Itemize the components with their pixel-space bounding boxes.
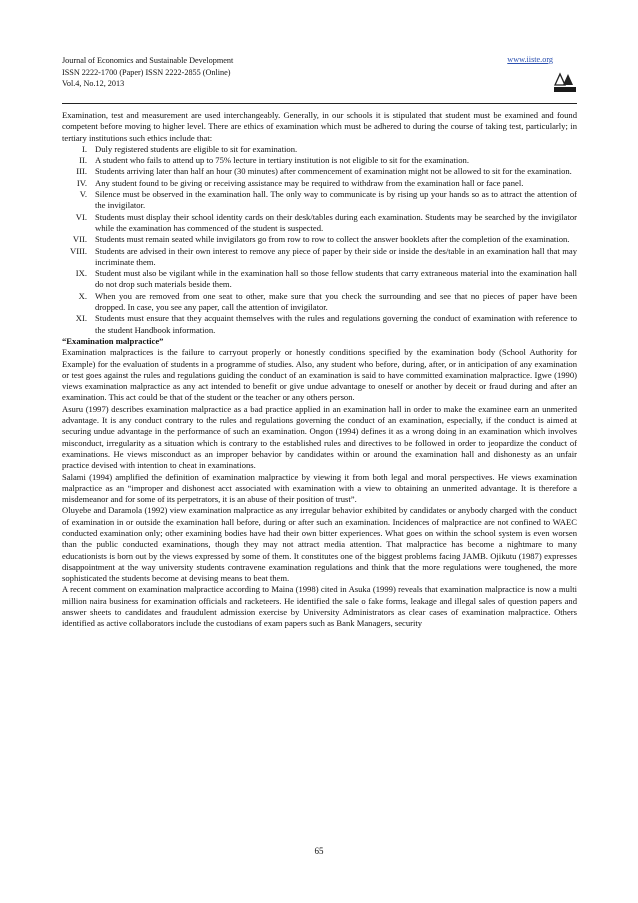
body-paragraph: A recent comment on examination malpractice according to Maina (1998) cited in Asuka (1999) reveals that examination malpractice is now a multi million naira business for examination officials and racketeers. He identified the sale o fake forms, leakage and illegal sales of question papers and answer sheets to candidates and fraudulent admission exercise by University Administrators as clear cases of examination malpractice. Others identified as active collaborators include the custodians of exam papers such as Bank Managers, security [62, 584, 577, 629]
list-text: Students arriving later than half an hour (30 minutes) after commencement of examination might not be allowed to sit for the examination. [95, 166, 572, 177]
list-number: XI. [75, 313, 87, 324]
list-item [62, 178, 577, 189]
list-item [62, 291, 577, 314]
list-item [62, 166, 577, 177]
body-paragraph: Examination malpractices is the failure to carryout properly or honestly conditions specified by the examination body (School Authority for Example) for the evaluation of students in a programme of studies. Also, any student who before, during, after, or in anticipation of any examination or test goes against the rules and regulations guiding the conduct of an examination is said to have committed examination malpractice. Igwe (1990) views examination malpractice as any act intended to benefit or give undue advantage to oneself or another by deceit or fraud during and after an examination. This act could be that of the student or the teacher or any others person. [62, 347, 577, 403]
list-item [62, 155, 577, 166]
list-number: II. [79, 155, 87, 166]
volume-line: Vol.4, No.12, 2013 [62, 79, 125, 88]
list-item [62, 246, 577, 269]
list-item [62, 234, 577, 245]
list-number: I. [81, 143, 87, 154]
list-number: V. [79, 189, 87, 200]
list-text: Student must also be vigilant while in the examination hall so those fellow students that carry extraneous material into the examination hall do not drop such materials beside them. [95, 268, 577, 290]
list-text: Students must remain seated while invigilators go from row to row to collect the answer booklets after the completion of the examination. [95, 234, 570, 245]
article-body [62, 110, 577, 630]
exam-ethics-list [62, 144, 577, 336]
body-paragraph: Salami (1994) amplified the definition of examination malpractice by viewing it from both legal and moral perspectives. He views examination malpractice as an “improper and dishonest acct associated with examination with a view to obtaining an unmerited advantage. It is therefore a misdemeanor and for some of its perpetrators, it is an abuse of their position of trust”. [62, 471, 577, 505]
list-text: Silence must be observed in the examination hall. The only way to communicate is by rising up your hands so as to attract the attention of the invigilator. [95, 189, 577, 211]
list-item [62, 189, 577, 212]
list-number: VI. [75, 211, 87, 222]
list-number: VII. [72, 234, 87, 245]
page-number: 65 [314, 846, 324, 856]
list-item [62, 212, 577, 235]
journal-url-link[interactable]: www.iiste.org [507, 55, 553, 64]
body-paragraph: Oluyebe and Daramola (1992) view examination malpractice as any irregular behavior exhibited by candidates or anybody charged with the conduct of examination in or outside the examination hall before, during or after such an examination. Incidences of malpractice are not confined to WAEC conducted examination only; other examining bodies have had their own bitter experiences. What goes on within the school system is even worsen than the public conducted examinations, though they may not attract media attention. That malpractice has become a nightmare to many educationists is born out by the views expressed by some of them. It constitutes one of the biggest problems facing JAMB. Ojikutu (1987) expresses disappointment at the way university students contravene examination regulations and think that the more regulations were toughened, the more sophisticated the students become at devising means to beat them. [62, 505, 577, 584]
list-number: X. [78, 290, 87, 301]
journal-title: Journal of Economics and Sustainable Development [62, 56, 234, 65]
list-number: VIII. [70, 245, 87, 256]
list-item [62, 313, 577, 336]
section-heading: “Examination malpractice” [62, 335, 164, 346]
list-number: IV. [76, 177, 87, 188]
list-item [62, 268, 577, 291]
issn-line: ISSN 2222-1700 (Paper) ISSN 2222-2855 (Online) [62, 67, 231, 77]
list-text: When you are removed from one seat to other, make sure that you check the surrounding and see that no pieces of paper have been dropped. In case, you see any paper, call the attention of invigilator. [95, 290, 577, 313]
list-text: Students must display their school identity cards on their desk/tables during each examination. Students may be searched by the invigilator while the examination has commenced of the student is suspected. [95, 211, 577, 233]
list-text: Students must ensure that they acquaint themselves with the rules and regulations governing the conduct of examination with reference to the student Handbook information. [95, 313, 577, 335]
list-text: Students are advised in their own interest to remove any piece of paper by their side or inside the des/table in an examination hall that may incriminate them. [95, 245, 577, 267]
list-number: III. [76, 166, 87, 177]
list-item [62, 144, 577, 155]
body-paragraph: Asuru (1997) describes examination malpractice as a bad practice applied in an examination hall in order to make the examinee earn an unmerited advantage. It is any conduct contrary to the rules and regulations governing the conduct of an examination, especially, if the conduct is aimed at securing undue advantage in the performance of such an examination. Ongon (1994) defines it as a wrong doing in an examination which involves misconduct, irregularity as a situation which is contrary to the established rules and directives to be followed in order to jeopardize the conduct of examinations. He views misconduct as an improper behavior by candidates within or around the examination hall and dishonesty as an unfair practice devised with intention to cheat in examinations. [62, 403, 577, 471]
list-number: IX. [75, 268, 87, 279]
page-header [62, 55, 577, 103]
header-rule [62, 103, 577, 104]
list-text: Any student found to be giving or receiving assistance may be required to withdraw from the examination hall or face panel. [95, 177, 524, 188]
list-text: A student who fails to attend up to 75% lecture in tertiary institution is not eligible to sit for the examination. [95, 155, 469, 166]
iiste-logo-icon [553, 71, 577, 93]
list-text: Duly registered students are eligible to sit for examination. [95, 143, 298, 154]
intro-paragraph: Examination, test and measurement are used interchangeably. Generally, in our schools it is stipulated that student must be examined and found competent before moving to higher level. There are ethics of examination which must be adhered to during the course of taking test, particularly; in tertiary institutions such ethics include that: [62, 110, 577, 143]
